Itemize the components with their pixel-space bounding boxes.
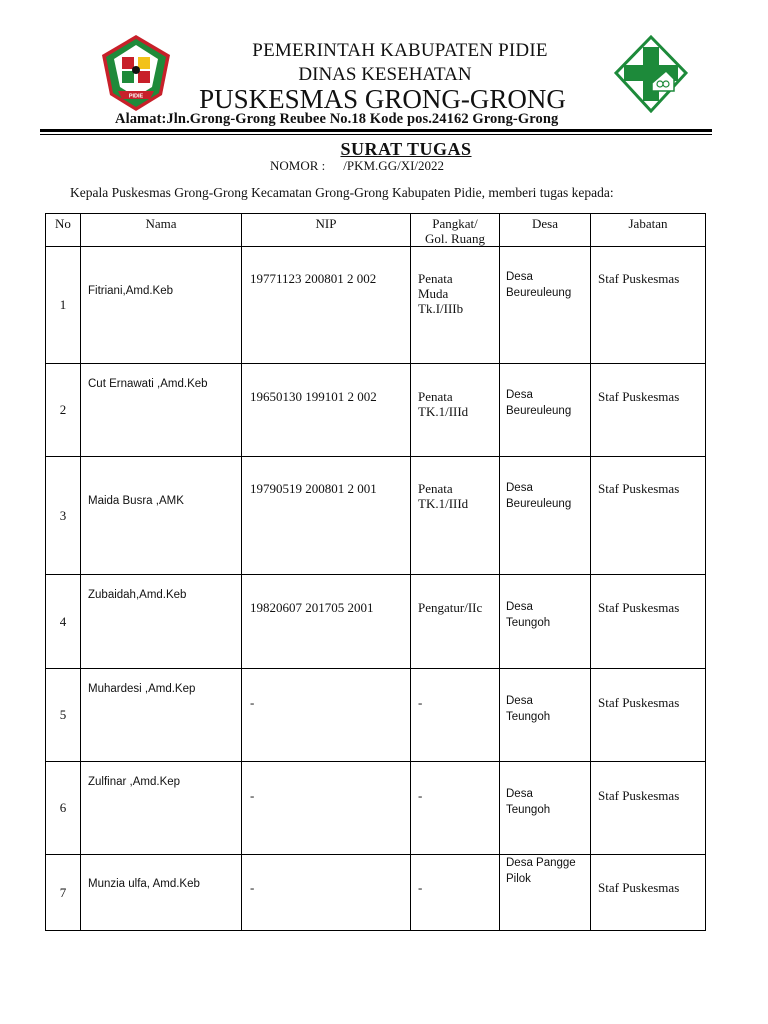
cell-nama (81, 247, 242, 364)
staff-jabatan: Staf Puskesmas (598, 695, 680, 710)
puskesmas-name: PUSKESMAS GRONG-GRONG (199, 84, 566, 114)
table-header-row (46, 214, 706, 247)
staff-desa-line: Desa (506, 482, 533, 494)
document-number (270, 158, 444, 174)
header-pangkat (411, 214, 500, 247)
staff-desa-line: Beureuleung (506, 287, 572, 299)
staff-name: Cut Ernawati ,Amd.Keb (88, 378, 208, 390)
staff-name: Fitriani,Amd.Keb (88, 285, 174, 297)
staff-desa-line: Teungoh (506, 804, 551, 816)
cell-nip (242, 457, 411, 575)
cell-pangkat (411, 247, 500, 364)
header-nip: NIP (242, 214, 411, 247)
cell-no: 2 (46, 364, 81, 457)
staff-jabatan: Staf Puskesmas (598, 481, 680, 496)
header-nama: Nama (81, 214, 242, 247)
staff-desa-line: Beureuleung (506, 405, 572, 417)
cell-nama (81, 457, 242, 575)
cell-nama (81, 669, 242, 762)
staff-desa-line: Desa (506, 389, 533, 401)
staff-pangkat-line: Penata (418, 271, 453, 286)
staff-jabatan: Staf Puskesmas (598, 271, 680, 286)
cell-no: 6 (46, 762, 81, 855)
government-name: PEMERINTAH KABUPATEN PIDIE (252, 40, 548, 61)
staff-nip: - (250, 880, 255, 895)
staff-desa-line: Desa (506, 601, 533, 613)
cell-nama (81, 855, 242, 931)
staff-name: Munzia ulfa, Amd.Keb (88, 878, 200, 890)
cell-pangkat (411, 364, 500, 457)
document-title: SURAT TUGAS (340, 139, 472, 159)
staff-pangkat-line: Pengatur/IIc (418, 600, 483, 615)
cell-pangkat (411, 669, 500, 762)
staff-desa-line: Desa (506, 695, 533, 707)
staff-pangkat-line: Penata (418, 481, 453, 496)
cell-pangkat (411, 855, 500, 931)
cell-no: 1 (46, 247, 81, 364)
cell-nip (242, 575, 411, 669)
staff-name: Zulfinar ,Amd.Kep (88, 776, 181, 788)
address-line: Alamat:Jln.Grong-Grong Reubee No.18 Kode pos.24162 Grong-Grong (115, 111, 559, 127)
cell-desa (500, 364, 591, 457)
staff-desa-line: Desa (506, 788, 533, 800)
cell-desa (500, 575, 591, 669)
intro-paragraph: Kepala Puskesmas Grong-Grong Kecamatan Grong-Grong Kabupaten Pidie, memberi tugas kepada: (70, 185, 614, 200)
puskesmas-cross-logo (614, 35, 688, 113)
cell-pangkat (411, 457, 500, 575)
cell-desa (500, 247, 591, 364)
logo-banner-text: PIDIE (128, 93, 144, 100)
staff-pangkat-line: - (418, 880, 423, 895)
cell-no: 3 (46, 457, 81, 575)
staff-desa-line: Desa (506, 271, 533, 283)
cell-jabatan (591, 364, 706, 457)
table-row (46, 575, 706, 669)
header-divider-thin (40, 134, 712, 135)
staff-nip: 19771123 200801 2 002 (250, 271, 377, 286)
header-desa: Desa (500, 214, 591, 247)
cell-jabatan (591, 855, 706, 931)
cell-no: 5 (46, 669, 81, 762)
header-no: No (46, 214, 81, 247)
cell-nip (242, 669, 411, 762)
cell-nip (242, 855, 411, 931)
staff-pangkat-line: Tk.I/IIIb (418, 301, 464, 316)
cell-jabatan (591, 575, 706, 669)
cell-desa (500, 762, 591, 855)
cell-nip (242, 364, 411, 457)
cell-nama (81, 364, 242, 457)
number-label: NOMOR : (270, 158, 326, 173)
cell-desa (500, 669, 591, 762)
cell-nama (81, 575, 242, 669)
cell-jabatan (591, 762, 706, 855)
table-row (46, 855, 706, 931)
staff-desa-line: Desa Pangge (506, 857, 576, 869)
staff-nip: - (250, 695, 255, 710)
number-value: /PKM.GG/XI/2022 (343, 158, 445, 173)
cell-no: 4 (46, 575, 81, 669)
staff-name: Muhardesi ,Amd.Kep (88, 683, 196, 695)
staff-desa-line: Beureuleung (506, 498, 572, 510)
department-name: DINAS KESEHATAN (298, 64, 472, 85)
table-row (46, 762, 706, 855)
cell-no: 7 (46, 855, 81, 931)
table-row (46, 669, 706, 762)
header-divider-thick (40, 129, 712, 132)
header-pangkat-line1: Pangkat/ (432, 216, 478, 231)
staff-pangkat-line: TK.1/IIId (418, 404, 469, 419)
header-pangkat-line2: Gol. Ruang (425, 231, 485, 246)
staff-pangkat-line: Penata (418, 389, 453, 404)
table-row (46, 457, 706, 575)
staff-pangkat-line: - (418, 788, 423, 803)
cell-desa (500, 457, 591, 575)
staff-nip: - (250, 788, 255, 803)
cell-desa (500, 855, 591, 931)
cell-pangkat (411, 575, 500, 669)
cell-pangkat (411, 762, 500, 855)
staff-jabatan: Staf Puskesmas (598, 788, 680, 803)
header-jabatan: Jabatan (591, 214, 706, 247)
cell-jabatan (591, 247, 706, 364)
staff-jabatan: Staf Puskesmas (598, 880, 680, 895)
cell-nip (242, 762, 411, 855)
staff-pangkat-line: - (418, 695, 423, 710)
staff-jabatan: Staf Puskesmas (598, 389, 680, 404)
staff-desa-line: Teungoh (506, 711, 551, 723)
staff-nip: 19820607 201705 2001 (250, 600, 374, 615)
cell-nip (242, 247, 411, 364)
staff-table (45, 213, 706, 931)
cell-jabatan (591, 669, 706, 762)
staff-pangkat-line: Muda (418, 286, 449, 301)
table-row (46, 247, 706, 364)
cell-jabatan (591, 457, 706, 575)
table-row (46, 364, 706, 457)
staff-name: Zubaidah,Amd.Keb (88, 589, 187, 601)
staff-name: Maida Busra ,AMK (88, 495, 184, 507)
staff-desa-line: Teungoh (506, 617, 551, 629)
staff-desa-line: Pilok (506, 873, 531, 885)
staff-nip: 19790519 200801 2 001 (250, 481, 377, 496)
staff-jabatan: Staf Puskesmas (598, 600, 680, 615)
cell-nama (81, 762, 242, 855)
staff-nip: 19650130 199101 2 002 (250, 389, 377, 404)
staff-pangkat-line: TK.1/IIId (418, 496, 469, 511)
